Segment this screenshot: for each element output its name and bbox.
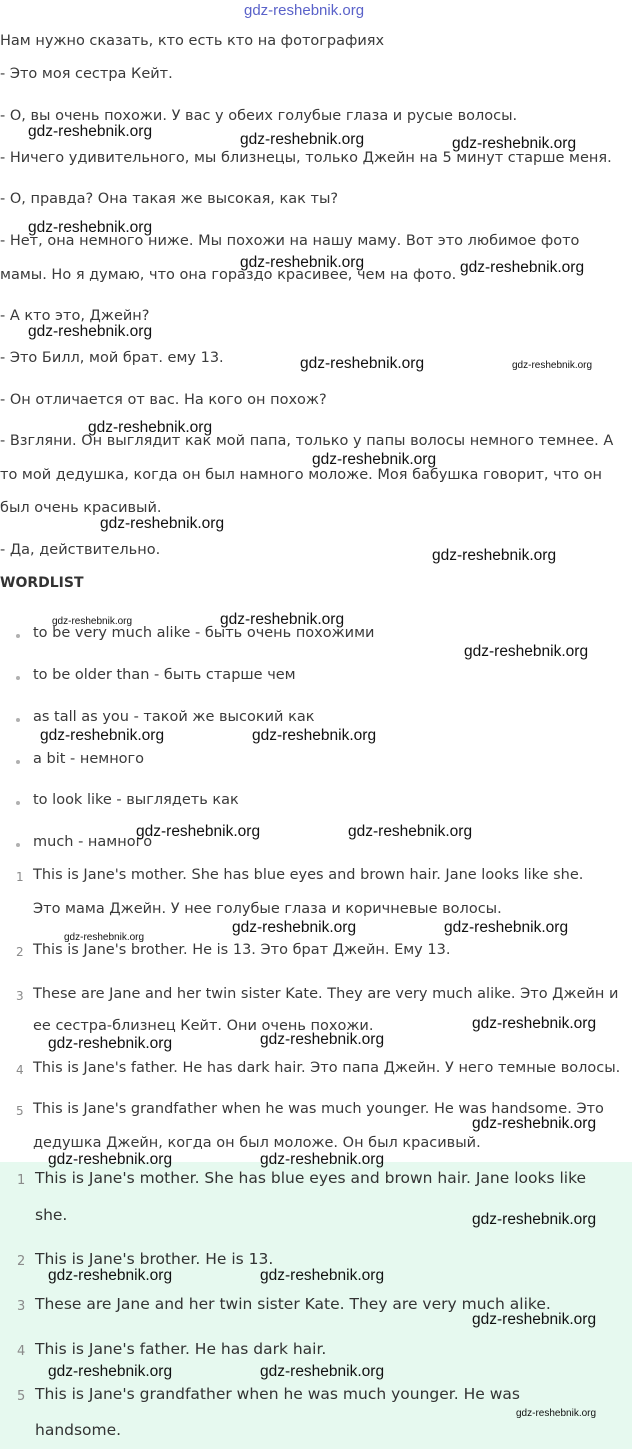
dialogue-line: - А кто это, Джейн? [0, 308, 150, 324]
bullet-icon [16, 801, 20, 805]
watermark: gdz-reshebnik.org [260, 1031, 385, 1048]
watermark: gdz-reshebnik.org [48, 1363, 173, 1380]
wordlist-item: a bit - немного [33, 751, 145, 767]
watermark: gdz-reshebnik.org [252, 727, 377, 744]
watermark: gdz-reshebnik.org [472, 1015, 597, 1032]
dialogue-line: - Это моя сестра Кейт. [0, 66, 173, 82]
wordlist-item: much - намного [33, 834, 153, 850]
dialogue-line: - О, вы очень похожи. У вас у обеих голубые глаза и русые волосы. [0, 108, 518, 124]
watermark: gdz-reshebnik.org [312, 451, 437, 468]
watermark: gdz-reshebnik.org [28, 323, 153, 340]
watermark: gdz-reshebnik.org [512, 360, 593, 371]
watermark: gdz-reshebnik.org [28, 123, 153, 140]
answer-line: This is Jane's father. He has dark hair. Это папа Джейн. У него темные волосы. [33, 1060, 621, 1076]
watermark: gdz-reshebnik.org [28, 219, 153, 236]
watermark: gdz-reshebnik.org [100, 515, 225, 532]
bullet-icon [16, 843, 20, 847]
watermark: gdz-reshebnik.org [460, 259, 585, 276]
watermark: gdz-reshebnik.org [136, 823, 261, 840]
watermark: gdz-reshebnik.org [48, 1035, 173, 1052]
answer-number: 3 [16, 989, 24, 1003]
green-answer-line: This is Jane's mother. She has blue eyes and brown hair. Jane looks like [35, 1169, 587, 1187]
watermark: gdz-reshebnik.org [472, 1311, 597, 1328]
watermark: gdz-reshebnik.org [300, 355, 425, 372]
watermark: gdz-reshebnik.org [472, 1115, 597, 1132]
green-answer-line: handsome. [35, 1421, 122, 1439]
green-answer-line: This is Jane's grandfather when he was much younger. He was [35, 1385, 520, 1403]
answer-line: This is Jane's grandfather when he was much younger. He was handsome. Это [33, 1101, 604, 1117]
dialogue-line: то мой дедушка, когда он был намного моложе. Моя бабушка говорит, что он [0, 467, 602, 483]
dialogue-line: Нам нужно сказать, кто есть кто на фотографиях [0, 33, 385, 49]
watermark: gdz-reshebnik.org [348, 823, 473, 840]
green-answer-line: This is Jane's father. He has dark hair. [35, 1340, 327, 1358]
dialogue-line: - О, правда? Она такая же высокая, как ты? [0, 191, 339, 207]
green-answer-number: 4 [17, 1344, 26, 1359]
green-answer-number: 3 [17, 1299, 26, 1314]
watermark: gdz-reshebnik.org [220, 611, 345, 628]
watermark: gdz-reshebnik.org [88, 419, 213, 436]
watermark: gdz-reshebnik.org [432, 547, 557, 564]
bullet-icon [16, 718, 20, 722]
wordlist-item: as tall as you - такой же высокий как [33, 709, 315, 725]
watermark: gdz-reshebnik.org [516, 1408, 597, 1419]
bullet-icon [16, 760, 20, 764]
answer-number: 2 [16, 945, 24, 959]
watermark: gdz-reshebnik.org [232, 919, 357, 936]
dialogue-line: - Да, действительно. [0, 542, 161, 558]
wordlist-item: to look like - выглядеть как [33, 792, 239, 808]
answer-number: 4 [16, 1063, 24, 1077]
dialogue-line: мамы. Но я думаю, что она гораздо красивее, чем на фото. [0, 267, 457, 283]
wordlist-item: to be older than - быть старше чем [33, 667, 296, 683]
green-answer-line: she. [35, 1206, 68, 1224]
watermark: gdz-reshebnik.org [260, 1151, 385, 1168]
watermark: gdz-reshebnik.org [40, 727, 165, 744]
dialogue-line: - Взгляни. Он выглядит как мой папа, только у папы волосы немного темнее. А [0, 433, 614, 449]
site-title: gdz-reshebnik.org [244, 2, 365, 19]
bullet-icon [16, 676, 20, 680]
answer-number: 1 [16, 870, 24, 884]
watermark: gdz-reshebnik.org [48, 1267, 173, 1284]
green-answer-number: 2 [17, 1254, 26, 1269]
answer-number: 5 [16, 1104, 24, 1118]
answer-line: ее сестра-близнец Кейт. Они очень похожи. [33, 1018, 374, 1034]
watermark: gdz-reshebnik.org [260, 1363, 385, 1380]
dialogue-line: - Нет, она немного ниже. Мы похожи на нашу маму. Вот это любимое фото [0, 233, 580, 249]
dialogue-line: был очень красивый. [0, 500, 162, 516]
answer-line: дедушка Джейн, когда он был моложе. Он был красивый. [33, 1135, 481, 1151]
green-answer-line: This is Jane's brother. He is 13. [35, 1250, 274, 1268]
watermark: gdz-reshebnik.org [240, 254, 365, 271]
dialogue-line: - Ничего удивительного, мы близнецы, только Джейн на 5 минут старше меня. [0, 150, 612, 166]
wordlist-title: WORDLIST [0, 575, 84, 591]
dialogue-line: - Это Билл, мой брат. ему 13. [0, 350, 224, 366]
watermark: gdz-reshebnik.org [464, 643, 589, 660]
green-answer-number: 1 [17, 1173, 26, 1188]
watermark: gdz-reshebnik.org [64, 932, 145, 943]
watermark: gdz-reshebnik.org [52, 616, 133, 627]
dialogue-line: - Он отличается от вас. На кого он похож? [0, 392, 327, 408]
answer-line: Это мама Джейн. У нее голубые глаза и коричневые волосы. [33, 901, 502, 917]
bullet-icon [16, 634, 20, 638]
watermark: gdz-reshebnik.org [260, 1267, 385, 1284]
watermark: gdz-reshebnik.org [472, 1211, 597, 1228]
green-answer-number: 5 [17, 1389, 26, 1404]
watermark: gdz-reshebnik.org [48, 1151, 173, 1168]
answer-line: This is Jane's brother. He is 13. Это брат Джейн. Ему 13. [33, 942, 451, 958]
watermark: gdz-reshebnik.org [240, 131, 365, 148]
answer-line: This is Jane's mother. She has blue eyes and brown hair. Jane looks like she. [33, 867, 584, 883]
wordlist-item: to be very much alike - быть очень похожими [33, 625, 375, 641]
answer-line: These are Jane and her twin sister Kate. They are very much alike. Это Джейн и [33, 986, 619, 1002]
green-answer-line: These are Jane and her twin sister Kate. They are very much alike. [35, 1295, 551, 1313]
watermark: gdz-reshebnik.org [444, 919, 569, 936]
watermark: gdz-reshebnik.org [452, 135, 577, 152]
